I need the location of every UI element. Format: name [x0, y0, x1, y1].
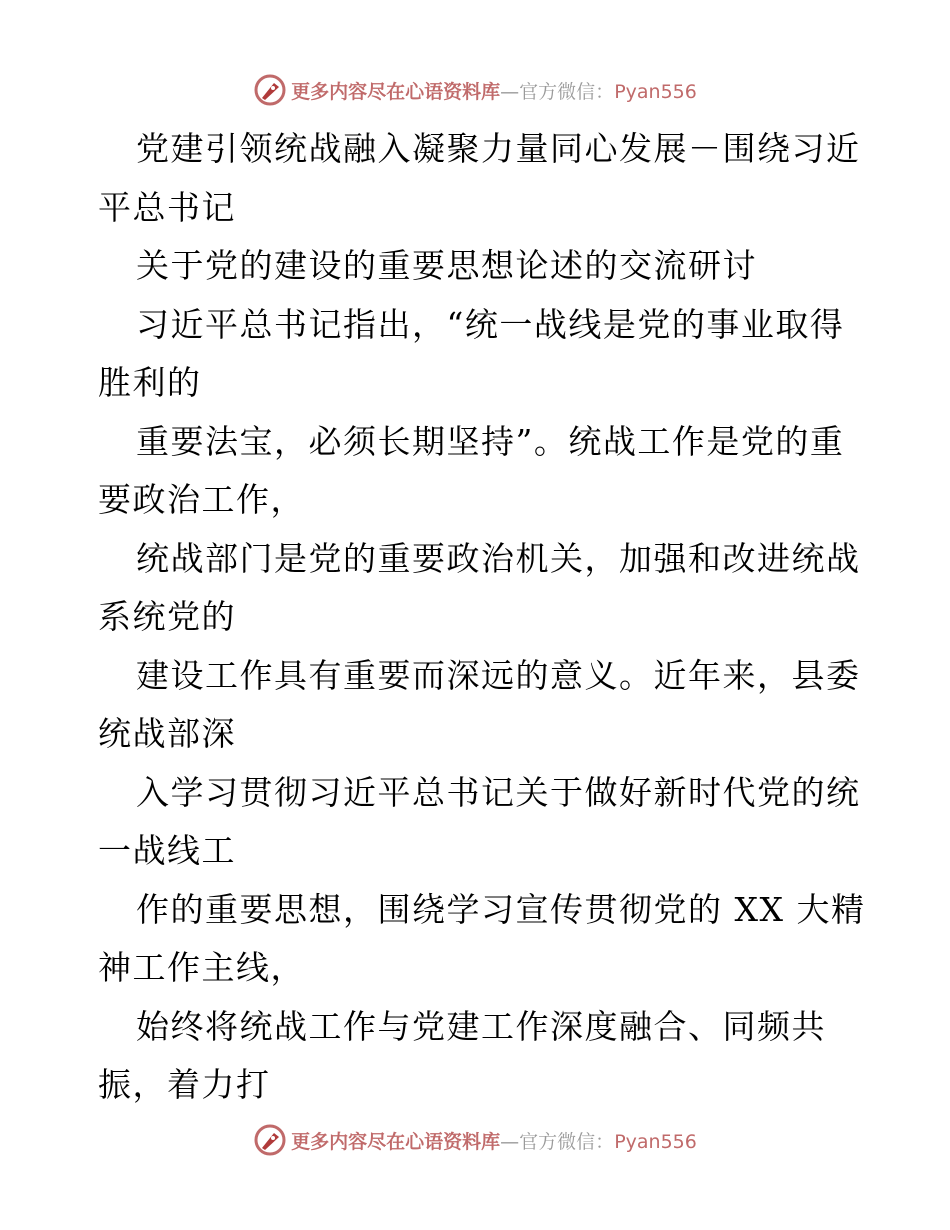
document-line: 神工作主线，: [98, 948, 305, 987]
document-line: 统战部门是党的重要政治机关，加强和改进统战: [136, 538, 861, 578]
document-line: 建设工作具有重要而深远的意义。近年来，县委: [136, 655, 861, 695]
document-line: 系统党的: [98, 597, 236, 636]
document-line: 始终将统战工作与党建工作深度融合、同频共: [136, 1006, 826, 1046]
document-line: 一战线工: [98, 831, 236, 870]
document-line: 平总书记: [98, 187, 236, 227]
document-line: 入学习贯彻习近平总书记关于做好新时代党的统: [136, 772, 861, 812]
header-banner: [0, 70, 950, 110]
footer-banner-text: [291, 1127, 697, 1154]
banner-main-text: 更多内容尽在心语资料库: [291, 1130, 501, 1153]
banner-official-label: 官方微信：: [519, 80, 615, 103]
document-line: 作的重要思想，围绕学习宣传贯彻党的 XX 大精: [136, 889, 866, 929]
document-line: 关于党的建设的重要思想论述的交流研讨: [136, 246, 757, 285]
banner-dash: —: [500, 80, 520, 103]
banner-dash: —: [500, 1130, 520, 1153]
document-body: [98, 120, 866, 1115]
document-line: 统战部深: [98, 714, 236, 753]
document-line: 党建引领统战融入凝聚力量同心发展－围绕习近: [136, 129, 861, 168]
banner-main-text: 更多内容尽在心语资料库: [291, 80, 501, 103]
document-line: 要政治工作，: [98, 480, 305, 519]
document-line: 胜利的: [98, 363, 202, 402]
banner-wechat-id: Pyan556: [614, 80, 697, 103]
header-banner-text: [291, 77, 697, 104]
footer-banner: [0, 1120, 950, 1160]
pen-nib-circle-icon: [253, 1123, 287, 1157]
banner-wechat-id: Pyan556: [614, 1130, 697, 1153]
document-line: 振，着力打: [98, 1065, 271, 1104]
pen-nib-circle-icon: [253, 73, 287, 107]
document-line: 重要法宝，必须长期坚持”。统战工作是党的重: [136, 421, 845, 461]
banner-official-label: 官方微信：: [519, 1130, 615, 1153]
document-line: 习近平总书记指出，“统一战线是党的事业取得: [136, 304, 845, 344]
